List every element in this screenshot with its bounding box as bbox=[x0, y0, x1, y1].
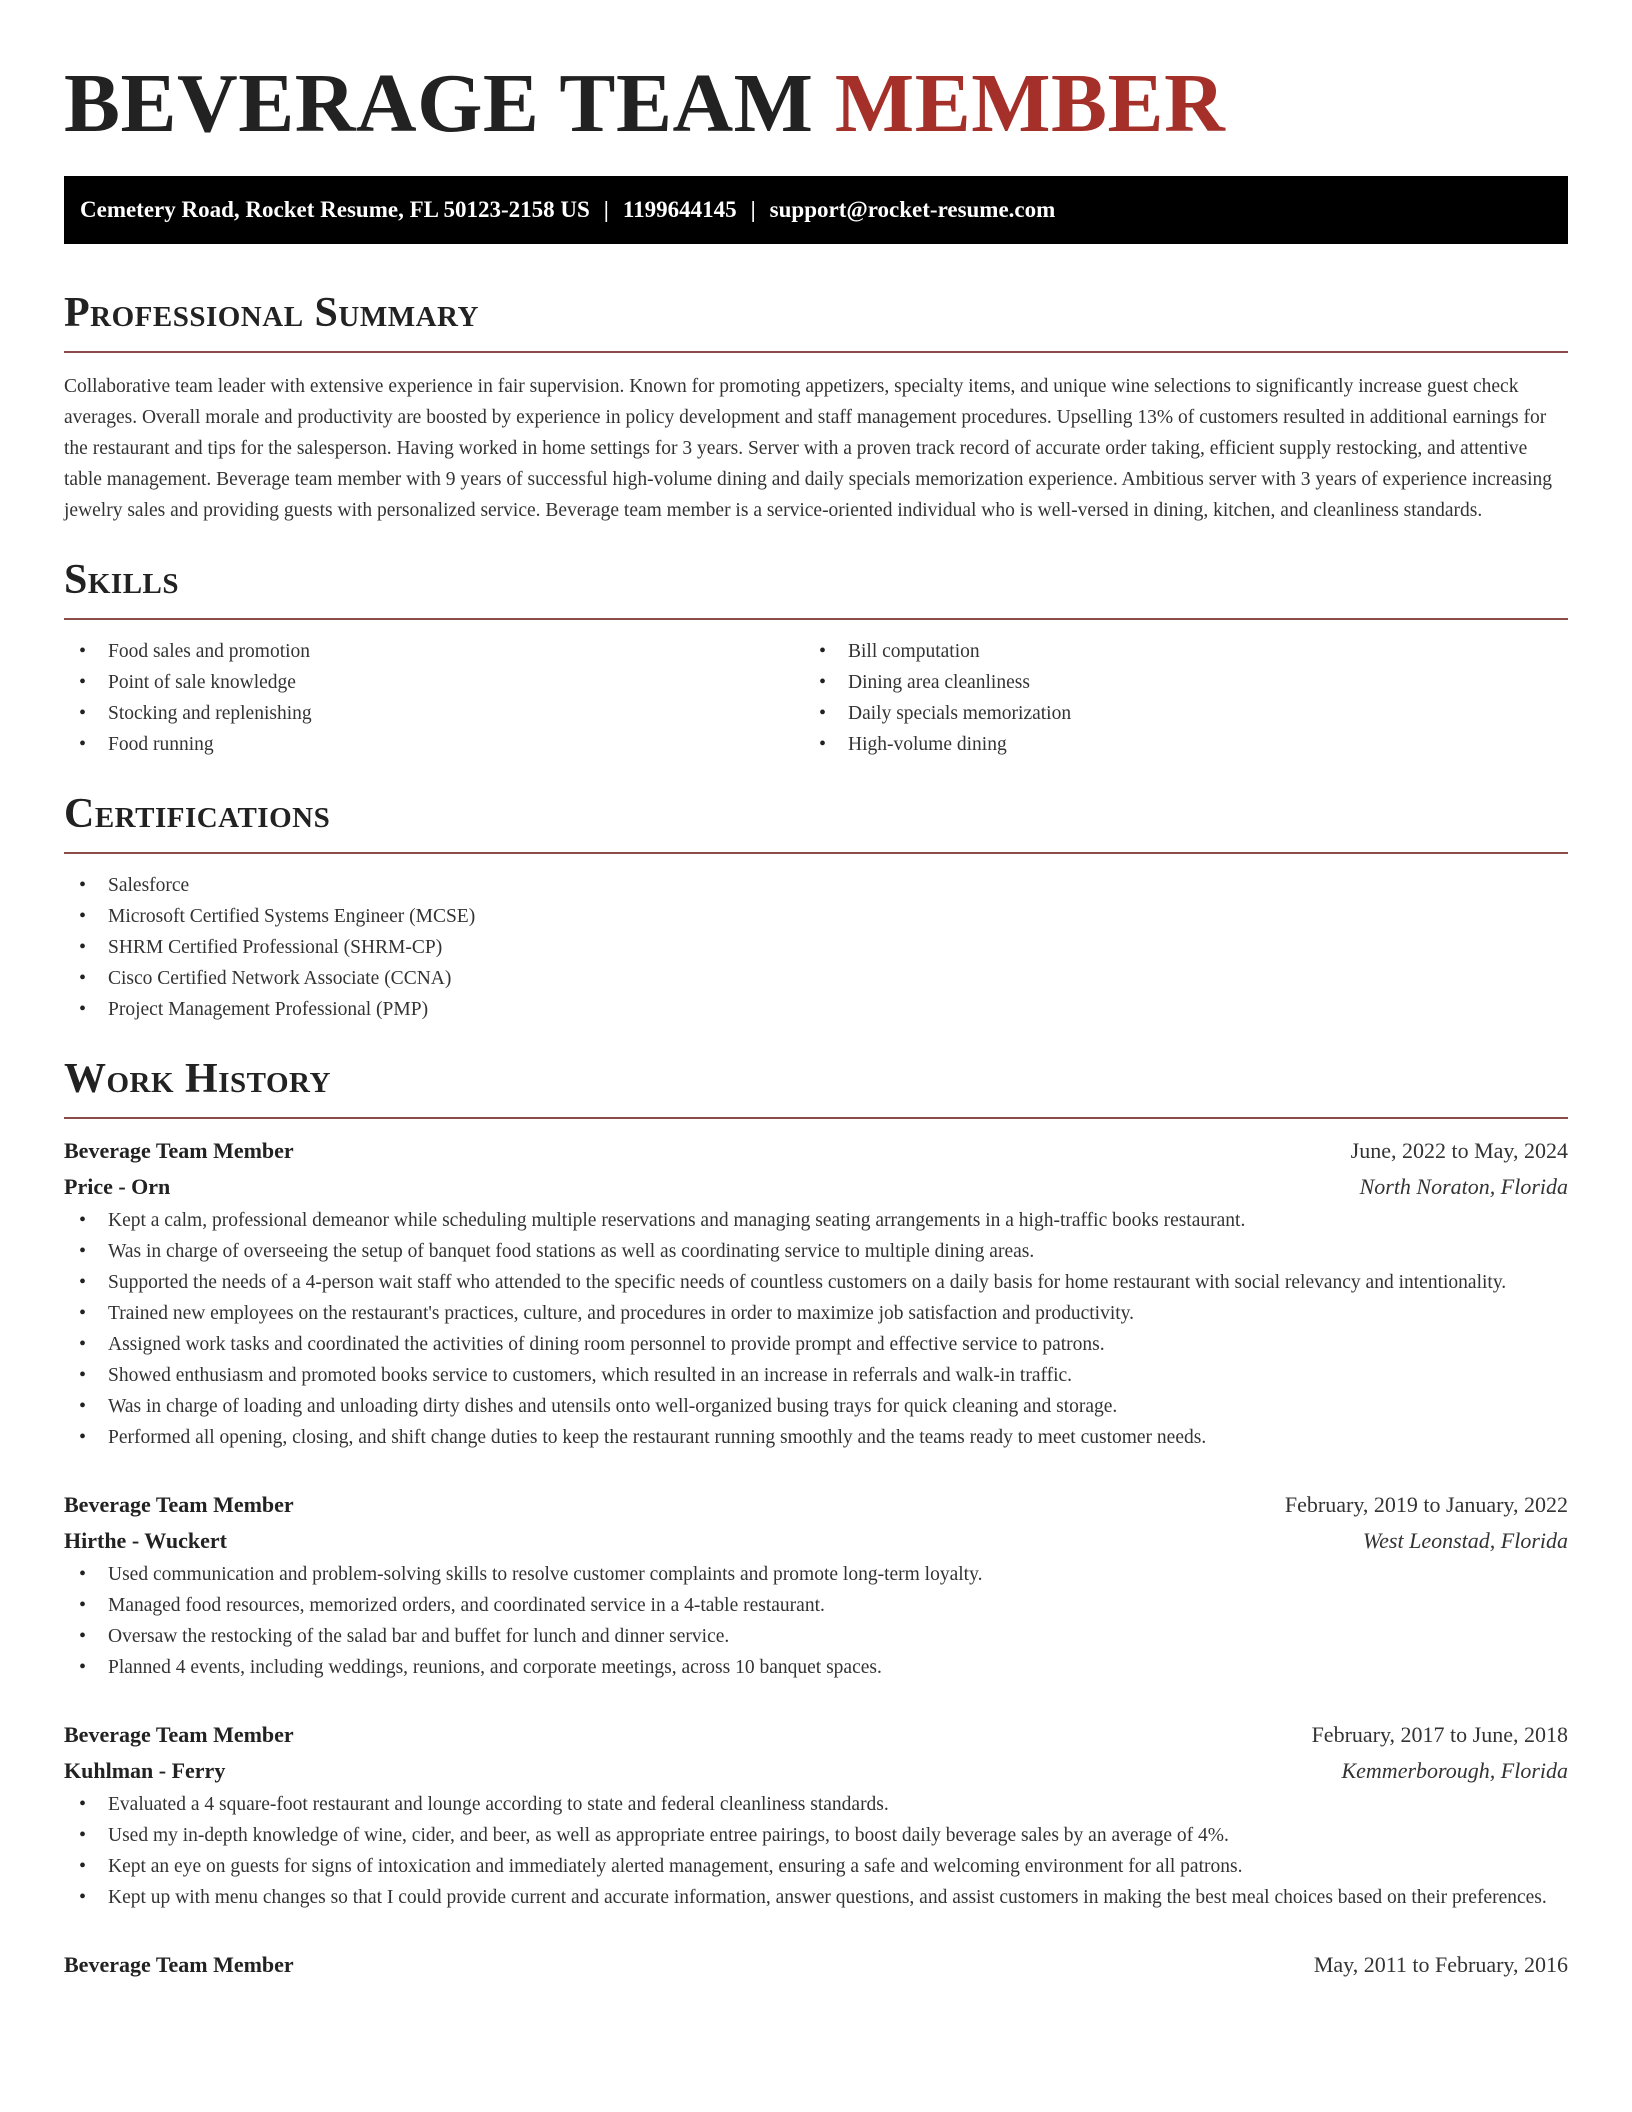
section-divider bbox=[64, 351, 1568, 353]
skill-item: • Daily specials memorization bbox=[804, 698, 1544, 729]
skill-item: • Point of sale knowledge bbox=[64, 667, 804, 698]
job-header-row bbox=[64, 1133, 1568, 1169]
job-bullet-list bbox=[64, 1559, 1568, 1683]
skill-item: • Food sales and promotion bbox=[64, 636, 804, 667]
job-location: Kemmerborough, Florida bbox=[1341, 1758, 1568, 1783]
job-location: North Noraton, Florida bbox=[1359, 1174, 1568, 1199]
summary-paragraph: Collaborative team leader with extensive experience in fair supervision. Known for promoting appetizers, specialty items, and unique wine selections to significantly increase guest check averages. Overall morale and productivity are boosted by experience in policy development and staff management procedures. Upselling 13% of customers resulted in additional earnings for the restaurant and tips for the salesperson. Having worked in home settings for 3 years. Server with a proven track record of accurate order taking, efficient supply restocking, and attentive table management. Beverage team member with 9 years of successful high-volume dining and daily specials memorization experience. Ambitious server with 3 years of experience increasing jewelry sales and providing guests with personalized service. Beverage team member is a service-oriented individual who is well-versed in dining, kitchen, and cleanliness standards. bbox=[64, 376, 1552, 521]
skill-item: • High-volume dining bbox=[804, 729, 1544, 760]
certification-item: • Cisco Certified Network Associate (CCNA) bbox=[64, 963, 1568, 994]
certification-item: • Salesforce bbox=[64, 870, 1568, 901]
skills-columns bbox=[64, 636, 1568, 760]
job-entry bbox=[64, 1947, 1568, 1983]
job-subheader-row bbox=[64, 1523, 1568, 1559]
job-bullet-list bbox=[64, 1205, 1568, 1453]
summary-section bbox=[64, 289, 1568, 526]
certifications-list bbox=[64, 870, 1568, 1025]
job-bullet-list bbox=[64, 1789, 1568, 1913]
job-bullet: • Supported the needs of a 4-person wait staff who attended to the specific needs of countless customers on a daily basis for home restaurant with social relevancy and intentionality. bbox=[64, 1267, 1568, 1298]
section-heading-certifications: Certifications bbox=[64, 791, 331, 837]
resume-title bbox=[64, 0, 1568, 154]
job-bullet: • Was in charge of overseeing the setup of banquet food stations as well as coordinating service to multiple dining areas. bbox=[64, 1236, 1568, 1267]
job-header-row bbox=[64, 1947, 1568, 1983]
contact-address: Cemetery Road, Rocket Resume, FL 50123-2158 US bbox=[80, 197, 590, 222]
skill-item: • Dining area cleanliness bbox=[804, 667, 1544, 698]
job-bullet: • Oversaw the restocking of the salad bar and buffet for lunch and dinner service. bbox=[64, 1621, 1568, 1652]
job-subheader-row bbox=[64, 1753, 1568, 1789]
skill-item: • Food running bbox=[64, 729, 804, 760]
job-bullet: • Managed food resources, memorized orders, and coordinated service in a 4-table restaurant. bbox=[64, 1590, 1568, 1621]
job-header-row bbox=[64, 1717, 1568, 1753]
resume-page bbox=[64, 0, 1568, 1983]
skills-list-left bbox=[64, 636, 804, 760]
job-bullet: • Planned 4 events, including weddings, reunions, and corporate meetings, across 10 banquet spaces. bbox=[64, 1652, 1568, 1683]
job-header-row bbox=[64, 1487, 1568, 1523]
job-title: Beverage Team Member bbox=[64, 1492, 294, 1517]
section-heading-work-history: Work History bbox=[64, 1056, 331, 1102]
job-bullet: • Kept an eye on guests for signs of intoxication and immediately alerted management, ensuring a safe and welcoming environment for all patrons. bbox=[64, 1851, 1568, 1882]
section-heading-summary: Professional Summary bbox=[64, 290, 479, 336]
job-bullet: • Was in charge of loading and unloading dirty dishes and utensils onto well-organized busing trays for quick cleaning and storage. bbox=[64, 1391, 1568, 1422]
skill-item: • Stocking and replenishing bbox=[64, 698, 804, 729]
certification-item: • Microsoft Certified Systems Engineer (MCSE) bbox=[64, 901, 1568, 932]
job-entry bbox=[64, 1717, 1568, 1913]
job-location: West Leonstad, Florida bbox=[1362, 1528, 1568, 1553]
job-bullet: • Kept up with menu changes so that I could provide current and accurate information, answer questions, and assist customers in making the best meal choices based on their preferences. bbox=[64, 1882, 1568, 1913]
job-bullet: • Used my in-depth knowledge of wine, cider, and beer, as well as appropriate entree pairings, to boost daily beverage sales by an average of 4%. bbox=[64, 1820, 1568, 1851]
contact-separator: | bbox=[750, 197, 756, 222]
contact-phone: 1199644145 bbox=[622, 197, 737, 222]
job-company: Price - Orn bbox=[64, 1174, 171, 1199]
job-entry bbox=[64, 1133, 1568, 1453]
job-bullet: • Kept a calm, professional demeanor while scheduling multiple reservations and managing seating arrangements in a high-traffic books restaurant. bbox=[64, 1205, 1568, 1236]
job-entry bbox=[64, 1487, 1568, 1683]
section-heading-skills: Skills bbox=[64, 557, 180, 603]
job-bullet: • Showed enthusiasm and promoted books service to customers, which resulted in an increase in referrals and walk-in traffic. bbox=[64, 1360, 1568, 1391]
job-bullet: • Assigned work tasks and coordinated the activities of dining room personnel to provide prompt and effective service to patrons. bbox=[64, 1329, 1568, 1360]
section-divider bbox=[64, 1117, 1568, 1119]
certifications-section bbox=[64, 790, 1568, 1025]
contact-separator: | bbox=[603, 197, 609, 222]
job-title: Beverage Team Member bbox=[64, 1722, 294, 1747]
job-dates: February, 2019 to January, 2022 bbox=[1284, 1492, 1568, 1517]
section-divider bbox=[64, 618, 1568, 620]
job-dates: June, 2022 to May, 2024 bbox=[1350, 1138, 1568, 1163]
skills-section bbox=[64, 556, 1568, 760]
section-divider bbox=[64, 852, 1568, 854]
job-title: Beverage Team Member bbox=[64, 1952, 294, 1977]
job-subheader-row bbox=[64, 1169, 1568, 1205]
contact-email[interactable]: support@rocket-resume.com bbox=[769, 197, 1056, 222]
title-main: BEVERAGE TEAM bbox=[64, 57, 814, 150]
certification-item: • SHRM Certified Professional (SHRM-CP) bbox=[64, 932, 1568, 963]
skills-list-right bbox=[804, 636, 1544, 760]
work-history-section bbox=[64, 1055, 1568, 1983]
job-bullet: • Performed all opening, closing, and shift change duties to keep the restaurant running smoothly and the teams ready to meet customer needs. bbox=[64, 1422, 1568, 1453]
job-bullet: • Evaluated a 4 square-foot restaurant and lounge according to state and federal cleanliness standards. bbox=[64, 1789, 1568, 1820]
certification-item: • Project Management Professional (PMP) bbox=[64, 994, 1568, 1025]
title-accent: MEMBER bbox=[834, 57, 1226, 150]
job-dates: February, 2017 to June, 2018 bbox=[1311, 1722, 1568, 1747]
job-company: Kuhlman - Ferry bbox=[64, 1758, 226, 1783]
contact-bar bbox=[64, 176, 1568, 244]
job-bullet: • Trained new employees on the restaurant's practices, culture, and procedures in order to maximize job satisfaction and productivity. bbox=[64, 1298, 1568, 1329]
job-dates: May, 2011 to February, 2016 bbox=[1313, 1952, 1568, 1977]
job-bullet: • Used communication and problem-solving skills to resolve customer complaints and promote long-term loyalty. bbox=[64, 1559, 1568, 1590]
job-title: Beverage Team Member bbox=[64, 1138, 294, 1163]
job-company: Hirthe - Wuckert bbox=[64, 1528, 227, 1553]
skill-item: • Bill computation bbox=[804, 636, 1544, 667]
